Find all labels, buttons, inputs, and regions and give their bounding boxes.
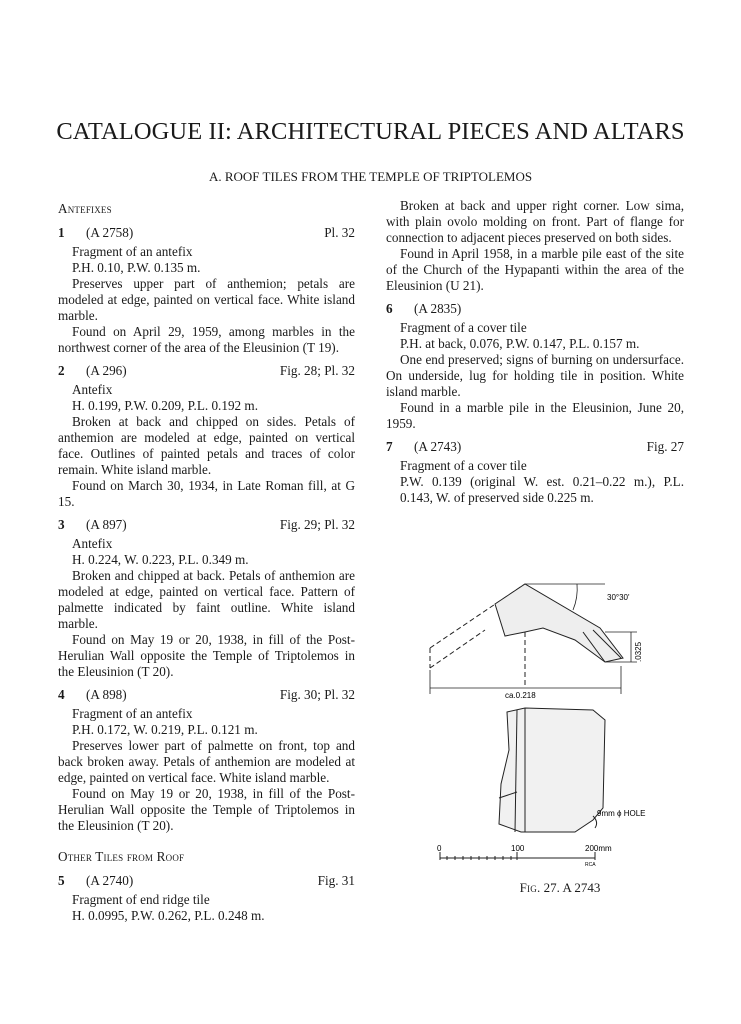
section-subtitle: A. ROOF TILES FROM THE TEMPLE OF TRIPTOLEMOS	[208, 169, 533, 184]
entry-inventory: (A 2740)	[86, 873, 134, 888]
entry-reference: Fig. 29; Pl. 32	[279, 517, 355, 532]
entry-description: Fragment of a cover tile	[400, 320, 527, 335]
catalogue-entry-1	[58, 225, 355, 356]
entry-inventory: (A 296)	[86, 363, 127, 378]
entry-description: Antefix	[72, 536, 113, 551]
right-column	[386, 198, 684, 506]
height-label: .0325	[634, 641, 643, 662]
entry-inventory: (A 898)	[86, 687, 127, 702]
width-label: ca.0.218	[505, 691, 536, 700]
catalogue-entry-7	[386, 439, 684, 506]
left-column	[58, 198, 355, 924]
scale-label-0: 0	[437, 844, 442, 853]
catalogue-entry-6	[386, 301, 684, 432]
entry-reference: Fig. 30; Pl. 32	[279, 687, 355, 702]
entry-dimensions: P.H. 0.172, W. 0.219, P.L. 0.121 m.	[72, 722, 258, 737]
entry-reference: Pl. 32	[324, 225, 355, 240]
entry-paragraph: Broken at back and upper right corner. Low sima, with plain ovolo molding on front. Part of flange for connection to adjacent pieces preserved on both sides.	[386, 198, 684, 245]
entry-paragraph: Found on March 30, 1934, in Late Roman fill, at G 15.	[58, 478, 355, 509]
scale-bar	[440, 852, 595, 860]
entry-paragraph: Preserves lower part of palmette on front, top and back broken away. Petals of anthemion are modeled at edge, painted on vertical face. White island marble.	[58, 738, 355, 785]
entry-description: Fragment of an antefix	[72, 244, 193, 259]
entry-header	[386, 301, 684, 317]
catalogue-entry-4	[58, 687, 355, 834]
entry-number: 6	[386, 301, 393, 316]
entry-paragraph: Found in April 1958, in a marble pile east of the site of the Church of the Hypapanti within the area of the Eleusinion (U 21).	[386, 246, 684, 293]
section-heading-antefixes: Antefixes	[58, 201, 112, 216]
entry-paragraph: Found on April 29, 1959, among marbles in the northwest corner of the area of the Eleusinion (T 19).	[58, 324, 355, 355]
entry-paragraph: One end preserved; signs of burning on undersurface. On underside, lug for holding tile in position. White island marble.	[386, 352, 684, 399]
entry-dimensions: H. 0.199, P.W. 0.209, P.L. 0.192 m.	[72, 398, 258, 413]
entry-inventory: (A 2758)	[86, 225, 134, 240]
entry-reference: Fig. 28; Pl. 32	[279, 363, 355, 378]
figure-caption-id: 27. A 2743	[543, 880, 601, 895]
entry-dimensions: H. 0.224, W. 0.223, P.L. 0.349 m.	[72, 552, 249, 567]
entry-header	[58, 517, 355, 533]
entry-inventory: (A 897)	[86, 517, 127, 532]
entry-description: Fragment of an antefix	[72, 706, 193, 721]
entry-paragraph: Broken at back and chipped on sides. Petals of anthemion are modeled at edge, painted on vertical face. Outlines of painted petals and traces of color remain. White island marble.	[58, 414, 355, 477]
entry-description: Fragment of a cover tile	[400, 458, 527, 473]
entry-header	[58, 363, 355, 379]
entry-header	[386, 439, 684, 455]
entry-number: 7	[386, 439, 393, 454]
tile-profile	[430, 584, 637, 694]
entry-paragraph: Broken and chipped at back. Petals of anthemion are modeled at edge, painted on vertical face. Pattern of palmette indicated by faint outline. White island marble.	[58, 568, 355, 631]
entry-dimensions: P.H. at back, 0.076, P.W. 0.147, P.L. 0.157 m.	[400, 336, 640, 351]
entry-header	[58, 225, 355, 241]
entry-dimensions: P.W. 0.139 (original W. est. 0.21–0.22 m.), P.L. 0.143, W. of preserved side 0.225 m.	[400, 474, 684, 505]
entry-number: 2	[58, 363, 65, 378]
entry-header	[58, 687, 355, 703]
scale-label-200: 200mm	[585, 844, 612, 853]
figure-27-drawing	[425, 570, 695, 870]
page-title: CATALOGUE II: ARCHITECTURAL PIECES AND ALTARS	[56, 118, 685, 145]
angle-label: 30°30'	[607, 593, 630, 602]
entry-paragraph: Found on May 19 or 20, 1938, in fill of the Post-Herulian Wall opposite the Temple of Triptolemos in the Eleusinion (T 20).	[58, 632, 355, 679]
entry-inventory: (A 2743)	[414, 439, 462, 454]
figure-caption	[425, 880, 695, 896]
entry-reference: Fig. 27	[646, 439, 684, 454]
entry-dimensions: P.H. 0.10, P.W. 0.135 m.	[72, 260, 201, 275]
entry-number: 5	[58, 873, 65, 888]
entry-dimensions: H. 0.0995, P.W. 0.262, P.L. 0.248 m.	[72, 908, 265, 923]
entry-paragraph: Found on May 19 or 20, 1938, in fill of the Post-Herulian Wall opposite the Temple of Triptolemos in the Eleusinion (T 20).	[58, 786, 355, 833]
entry-description: Fragment of end ridge tile	[72, 892, 210, 907]
figure-caption-prefix: Fig.	[519, 880, 541, 895]
catalogue-entry-3	[58, 517, 355, 680]
drafter-initials: RCA	[585, 862, 596, 868]
entry-number: 4	[58, 687, 65, 702]
section-heading-other-tiles: Other Tiles from Roof	[58, 849, 185, 864]
entry-description: Antefix	[72, 382, 113, 397]
entry-paragraph: Found in a marble pile in the Eleusinion, June 20, 1959.	[386, 400, 684, 431]
catalogue-entry-5	[58, 873, 355, 924]
entry-number: 3	[58, 517, 65, 532]
entry-number: 1	[58, 225, 65, 240]
entry-reference: Fig. 31	[317, 873, 355, 888]
entry-header	[58, 873, 355, 889]
tile-plan	[499, 708, 605, 832]
hole-label: 9mm ϕ HOLE	[597, 809, 646, 818]
entry-inventory: (A 2835)	[414, 301, 462, 316]
catalogue-entry-2	[58, 363, 355, 510]
entry-paragraph: Preserves upper part of anthemion; petals are modeled at edge, painted on vertical face. White island marble.	[58, 276, 355, 323]
scale-label-100: 100	[511, 844, 525, 853]
